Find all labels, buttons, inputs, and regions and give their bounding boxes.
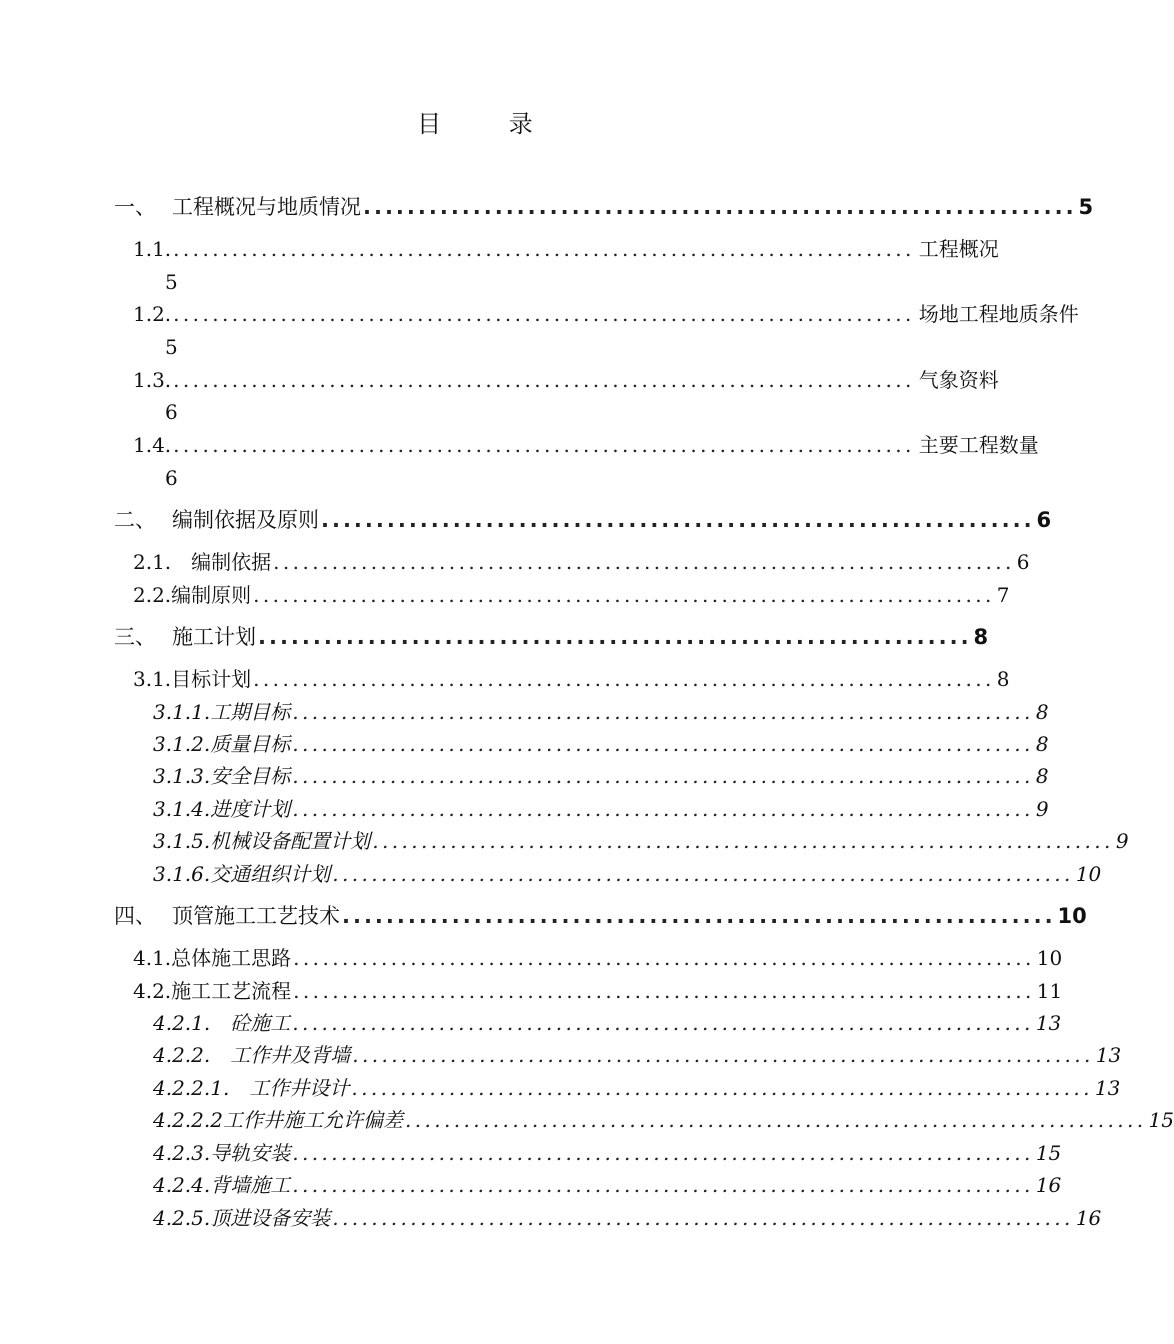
page-number: 6 [165, 466, 178, 490]
page-number: 8 [1035, 732, 1049, 756]
dot-leader: ............................................................................ [404, 1108, 1147, 1132]
page-number: 15 [1148, 1108, 1174, 1132]
toc-entry-4-2-3[interactable] [153, 1139, 1062, 1167]
toc-entry-3-1-2[interactable] [153, 730, 1049, 758]
page-number: 16 [1035, 1173, 1062, 1197]
page-number: 11 [1036, 979, 1063, 1003]
entry-title: 3.1.2.质量目标 [153, 732, 291, 756]
page-number: 13 [1094, 1076, 1121, 1100]
entry-title: 2.2.编制原则 [133, 583, 252, 607]
dot-leader: ............................................................................ [372, 829, 1114, 853]
entry-title: 3.1.1.工期目标 [153, 700, 291, 724]
page-number: 6 [165, 400, 178, 424]
entry-title: 2.1. 编制依据 [133, 550, 272, 574]
entry-title: 3.1.4.进度计划 [153, 797, 291, 821]
dot-leader: ............................................................................ [292, 1141, 1034, 1165]
dot-leader: ............................................................................ [332, 1206, 1074, 1230]
entry-title: 4.2.3.导轨安装 [153, 1141, 291, 1165]
page-number: 8 [1035, 764, 1049, 788]
toc-entry-3-1-1[interactable] [153, 698, 1049, 726]
toc-entry-2-1[interactable] [133, 548, 1030, 576]
dot-leader: ................................................................. [258, 625, 972, 649]
chapter-number: 三、 [114, 625, 156, 649]
dot-leader: ................................................................. [363, 195, 1077, 219]
toc-entry-4-2-4[interactable] [153, 1171, 1062, 1199]
dot-leader: ............................................................................ [293, 946, 1035, 970]
entry-title: 4.2.2.1. 工作井设计 [153, 1076, 350, 1100]
entry-title: 工程概况与地质情况 [172, 195, 361, 219]
page-number: 5 [165, 270, 178, 294]
entry-title: 4.2.2. 工作井及背墙 [153, 1043, 351, 1067]
dot-leader: ............................................................................ [292, 700, 1034, 724]
dot-leader: ............................................................................ [292, 1173, 1034, 1197]
toc-entry-4-2-2[interactable] [153, 1041, 1122, 1069]
page-number: 8 [1035, 700, 1049, 724]
page-number: 16 [1075, 1206, 1102, 1230]
entry-title: 施工计划 [172, 625, 256, 649]
entry-title: 3.1.6.交通组织计划 [153, 862, 331, 886]
toc-title: 目 录 [417, 110, 563, 138]
page-number: 10 [1057, 904, 1087, 928]
entry-title: 4.2.1. 砼施工 [153, 1011, 291, 1035]
toc-entry-2-2[interactable] [133, 581, 1010, 609]
entry-title: 场地工程地质条件 [918, 302, 1079, 326]
toc-entry-3-1-5[interactable] [153, 827, 1129, 855]
toc-entry-4-2-5[interactable] [153, 1204, 1102, 1232]
dot-leader: ................................................................. [321, 508, 1035, 532]
entry-title: 4.2.施工工艺流程 [133, 979, 292, 1003]
toc-entry-1-1[interactable] [133, 235, 999, 263]
page-number: 9 [1035, 797, 1049, 821]
entry-number: 1.2. [133, 302, 172, 326]
toc-entry-1-4[interactable] [133, 431, 1039, 459]
page-number: 7 [996, 583, 1010, 607]
toc-entry-3-1-3[interactable] [153, 762, 1049, 790]
page-number: 15 [1035, 1141, 1062, 1165]
entry-title: 顶管施工工艺技术 [172, 904, 340, 928]
chapter-number: 四、 [114, 904, 156, 928]
toc-entry-4-2-1[interactable] [153, 1009, 1062, 1037]
entry-title: 4.2.2.2工作井施工允许偏差 [153, 1108, 403, 1132]
page-number: 10 [1075, 862, 1102, 886]
entry-number: 1.3. [133, 368, 172, 392]
dot-leader: ............................................................................ [253, 667, 995, 691]
dot-leader: ............................................................................ [173, 237, 915, 261]
entry-title: 3.1.目标计划 [133, 667, 252, 691]
entry-number: 1.4. [133, 433, 172, 457]
dot-leader: ............................................................................ [292, 797, 1034, 821]
dot-leader: ............................................................................ [173, 368, 915, 392]
toc-entry-chapter-1[interactable] [114, 193, 1094, 221]
entry-number: 1.1. [133, 237, 172, 261]
entry-title: 3.1.3.安全目标 [153, 764, 291, 788]
dot-leader: ............................................................................ [173, 302, 915, 326]
toc-entry-4-2-2-1[interactable] [153, 1074, 1121, 1102]
page-number: 6 [1036, 508, 1052, 532]
dot-leader: ............................................................................ [173, 433, 915, 457]
chapter-number: 一、 [114, 195, 156, 219]
entry-title: 3.1.5.机械设备配置计划 [153, 829, 371, 853]
entry-title: 气象资料 [918, 368, 999, 392]
entry-title: 4.2.4.背墙施工 [153, 1173, 291, 1197]
toc-entry-1-2[interactable] [133, 300, 1079, 328]
toc-entry-4-2[interactable] [133, 977, 1063, 1005]
toc-entry-4-2-2-2[interactable] [153, 1106, 1174, 1134]
toc-entry-3-1[interactable] [133, 665, 1010, 693]
dot-leader: ................................................................. [342, 904, 1056, 928]
page-number: 10 [1036, 946, 1063, 970]
toc-entry-chapter-4[interactable] [114, 902, 1087, 930]
dot-leader: ............................................................................ [292, 1011, 1034, 1035]
dot-leader: ............................................................................ [293, 979, 1035, 1003]
page-number: 8 [973, 625, 989, 649]
dot-leader: ............................................................................ [351, 1076, 1093, 1100]
page-number: 8 [996, 667, 1010, 691]
page-number: 13 [1035, 1011, 1062, 1035]
entry-title: 工程概况 [918, 237, 999, 261]
entry-title: 主要工程数量 [918, 433, 1039, 457]
page-number: 5 [165, 335, 178, 359]
toc-entry-3-1-4[interactable] [153, 795, 1049, 823]
dot-leader: ............................................................................ [253, 583, 995, 607]
entry-title: 编制依据及原则 [172, 508, 319, 532]
chapter-number: 二、 [114, 508, 156, 532]
dot-leader: ............................................................................ [273, 550, 1015, 574]
toc-entry-3-1-6[interactable] [153, 860, 1102, 888]
entry-title: 4.2.5.顶进设备安装 [153, 1206, 331, 1230]
page-number: 13 [1095, 1043, 1122, 1067]
toc-entry-4-1[interactable] [133, 944, 1063, 972]
entry-title: 4.1.总体施工思路 [133, 946, 292, 970]
page-number: 9 [1115, 829, 1129, 853]
dot-leader: ............................................................................ [292, 764, 1034, 788]
page-number: 6 [1016, 550, 1030, 574]
dot-leader: ............................................................................ [292, 732, 1034, 756]
dot-leader: ............................................................................ [332, 862, 1074, 886]
dot-leader: ............................................................................ [352, 1043, 1094, 1067]
page-number: 5 [1078, 195, 1094, 219]
toc-entry-1-3[interactable] [133, 366, 999, 394]
toc-entry-chapter-3[interactable] [114, 623, 989, 651]
toc-entry-chapter-2[interactable] [114, 506, 1052, 534]
